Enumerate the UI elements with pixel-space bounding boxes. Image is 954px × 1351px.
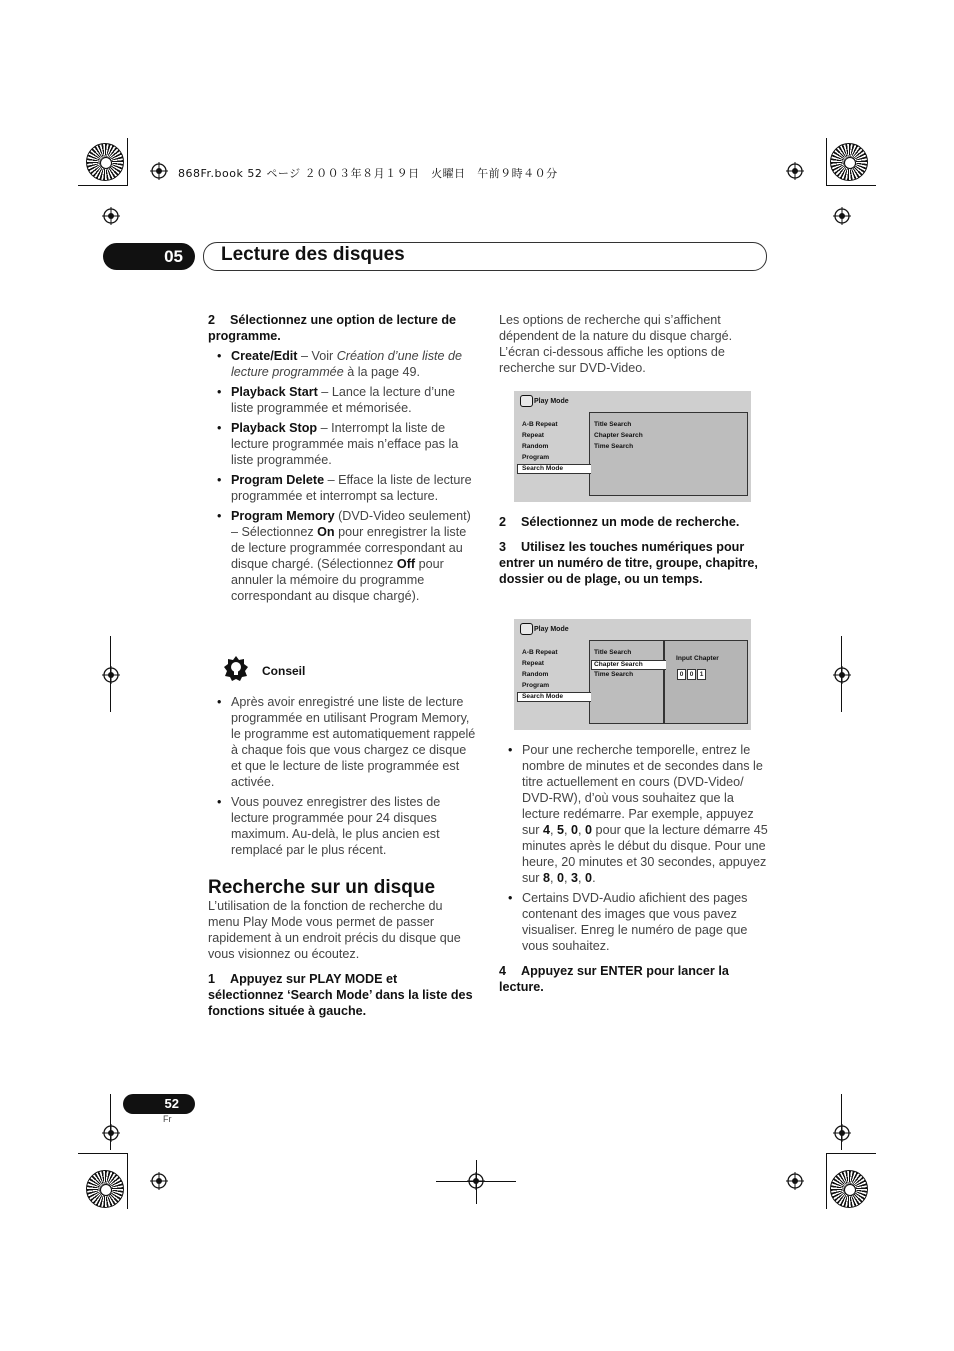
right-intro: Les options de recherche qui s’affichent dépendent de la nature du disque chargé. L’écran ci-dessous affiche les options de recherche sur DVD-Video. bbox=[499, 313, 733, 375]
menu-item[interactable]: A-B Repeat bbox=[522, 421, 558, 428]
input-digit[interactable]: 0 bbox=[687, 669, 696, 680]
step-4-heading: 4 Appuyez sur ENTER pour lancer la lecture. bbox=[499, 964, 729, 994]
page-number-badge: 52 bbox=[123, 1094, 195, 1114]
step-3-heading: 3 Utilisez les touches numériques pour entrer un numéro de titre, groupe, chapitre, dossier ou de plage, ou un temps. bbox=[499, 540, 758, 586]
input-label: Input Chapter bbox=[676, 655, 719, 662]
crosshair-icon bbox=[833, 207, 851, 225]
submenu-item[interactable]: Time Search bbox=[594, 671, 634, 678]
search-section bbox=[208, 877, 476, 1019]
registration-sunburst-icon bbox=[830, 1170, 868, 1208]
menu-item[interactable]: Random bbox=[522, 671, 549, 678]
registration-sunburst-icon bbox=[86, 1170, 124, 1208]
crosshair-icon bbox=[102, 666, 120, 684]
list-item: • Create/Edit – Voir Création d’une liste de lecture programmée à la page 49. bbox=[208, 348, 476, 380]
step-1-heading: 1 Appuyez sur PLAY MODE et sélectionnez ‘Search Mode’ dans la liste des fonctions située à gauche. bbox=[208, 972, 473, 1018]
input-panel bbox=[664, 640, 748, 724]
menu-item-selected[interactable]: Search Mode bbox=[522, 693, 564, 700]
osd-header: Play Mode bbox=[534, 626, 569, 633]
menu-item-selected[interactable]: Search Mode bbox=[522, 465, 564, 472]
chapter-title: Lecture des disques bbox=[221, 244, 405, 265]
list-item: • Certains DVD-Audio afichient des pages contenant des images que vous pavez visualiser. Enreg le numéro de page que vous souhaitez. bbox=[499, 890, 769, 954]
submenu-item[interactable]: Title Search bbox=[594, 421, 632, 428]
print-header-line: 868Fr.book 52 ページ ２００３年８月１９日 火曜日 午前９時４０分 bbox=[178, 167, 558, 180]
input-digit[interactable]: 0 bbox=[677, 669, 686, 680]
list-item: • Playback Stop – Interrompt la liste de lecture programmée mais n’efface pas la liste programmée. bbox=[208, 420, 476, 468]
input-digit[interactable]: 1 bbox=[697, 669, 706, 680]
right-steps bbox=[499, 514, 765, 587]
menu-item[interactable]: Repeat bbox=[522, 660, 544, 667]
step-2-heading: 2 Sélectionnez un mode de recherche. bbox=[499, 515, 740, 529]
tip-lightbulb-icon bbox=[223, 656, 249, 682]
disc-icon bbox=[520, 395, 533, 407]
crosshair-icon bbox=[786, 1172, 804, 1190]
crosshair-icon bbox=[786, 162, 804, 180]
section-title: Recherche sur un disque bbox=[208, 877, 436, 898]
page-language: Fr bbox=[163, 1114, 172, 1124]
crosshair-icon bbox=[833, 666, 851, 684]
step-2-heading: 2 Sélectionnez une option de lecture de programme. bbox=[208, 313, 457, 343]
list-item: • Program Memory (DVD-Video seulement) – Sélectionnez On pour enregistrer la liste de lecture programmée correspondant au disque chargé. (Sélectionnez Off pour annuler la mémoire du programme correspondant au disque chargé). bbox=[208, 508, 476, 604]
submenu-item[interactable]: Time Search bbox=[594, 443, 634, 450]
list-item: • Playback Start – Lance la lecture d’une liste programmée et mémorisée. bbox=[208, 384, 476, 416]
tip-label: Conseil bbox=[262, 664, 306, 678]
list-item: • Pour une recherche temporelle, entrez le nombre de minutes et de secondes dans le titre actuellement en cours (DVD-Video/ DVD-RW), d’où vous souhaitez que la lecture redémarre. Par exemple, appuyez sur 4, 5, 0, 0 pour que la lecture démarre 45 minutes après le début du disque. Pour une heure, 20 minutes et 30 secondes, appuyez sur 8, 0, 3, 0. bbox=[499, 742, 769, 886]
crosshair-icon bbox=[102, 1124, 120, 1142]
crosshair-icon bbox=[833, 1124, 851, 1142]
registration-sunburst-icon bbox=[830, 143, 868, 181]
play-mode-screen-2 bbox=[514, 619, 751, 730]
submenu-item[interactable]: Chapter Search bbox=[594, 432, 643, 439]
list-item: • Program Delete – Efface la liste de lecture programmée et interrompt sa lecture. bbox=[208, 472, 476, 504]
list-item: • Après avoir enregistré une liste de lecture programmée en utilisant Program Memory, le programme est automatiquement rappelé à chaque fois que vous chargez ce disque et que le lecture de liste programmée est activée. bbox=[208, 694, 476, 790]
tips-list bbox=[208, 690, 476, 858]
menu-item[interactable]: Program bbox=[522, 682, 550, 689]
list-item: • Vous pouvez enregistrer des listes de lecture programmée pour 24 disques maximum. Au-delà, le plus ancien est remplacé par le plus récent. bbox=[208, 794, 476, 858]
menu-item[interactable]: Repeat bbox=[522, 432, 544, 439]
menu-item[interactable]: Random bbox=[522, 443, 549, 450]
crosshair-icon bbox=[150, 1172, 168, 1190]
osd-header: Play Mode bbox=[534, 398, 569, 405]
play-mode-screen-1 bbox=[514, 391, 751, 502]
submenu-item-selected[interactable]: Chapter Search bbox=[594, 661, 643, 668]
crosshair-icon bbox=[150, 162, 168, 180]
menu-item[interactable]: A-B Repeat bbox=[522, 649, 558, 656]
crosshair-icon bbox=[102, 207, 120, 225]
registration-sunburst-icon bbox=[86, 143, 124, 181]
right-bullets bbox=[499, 738, 769, 995]
section-intro: L’utilisation de la fonction de recherche du menu Play Mode vous permet de passer rapidement à un endroit précis du disque que vous visionnez ou écoutez. bbox=[208, 899, 461, 961]
disc-icon bbox=[520, 623, 533, 635]
chapter-number-badge: 05 bbox=[103, 243, 195, 270]
submenu-item[interactable]: Title Search bbox=[594, 649, 632, 656]
menu-item[interactable]: Program bbox=[522, 454, 550, 461]
left-column bbox=[208, 312, 476, 604]
